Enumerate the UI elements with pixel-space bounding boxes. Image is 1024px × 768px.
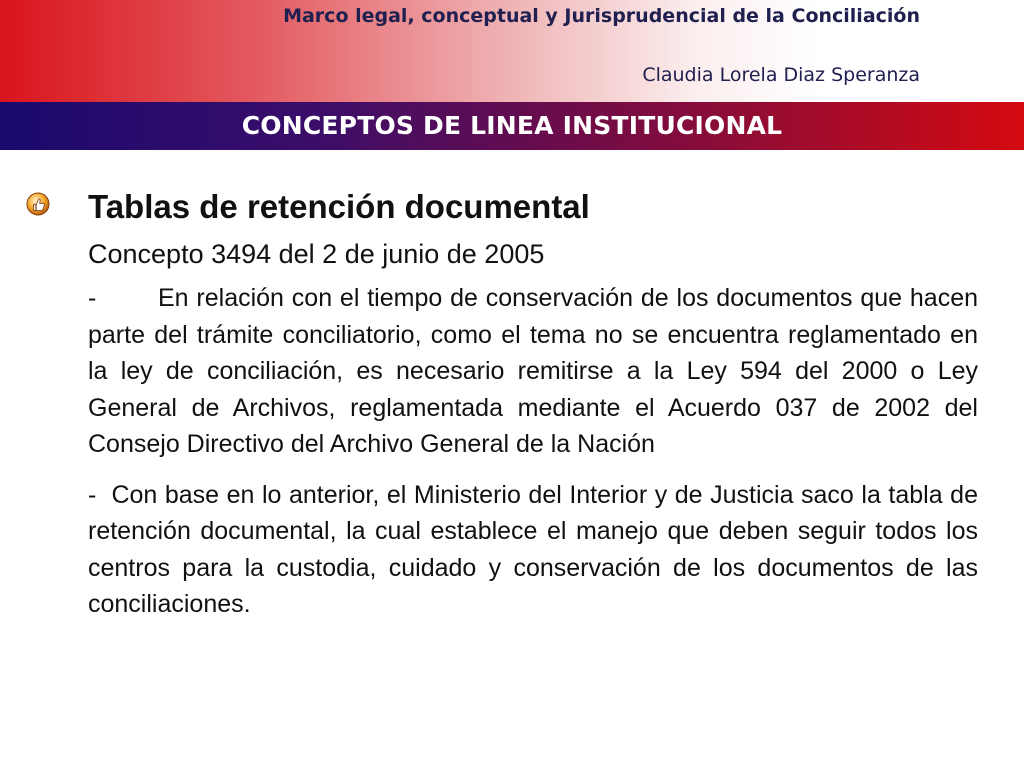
presentation-title: Marco legal, conceptual y Jurisprudencial de la Conciliación bbox=[283, 5, 920, 27]
slide-content bbox=[88, 186, 978, 623]
paragraph-2 bbox=[88, 477, 978, 623]
paragraph-text: En relación con el tiempo de conservación de los documentos que hacen parte del trámite conciliatorio, como el tema no se encuentra reglamentado en la ley de conciliación, es necesario remitirse a la Ley 594 del 2000 o Ley General de Archivos, reglamentada mediante el Acuerdo 037 de 2002 del Consejo Directivo del Archivo General de la Nación bbox=[88, 284, 978, 458]
paragraph-dash: - bbox=[88, 480, 97, 509]
paragraph-dash: - bbox=[88, 284, 97, 312]
paragraph-text: Con base en lo anterior, el Ministerio del Interior y de Justicia saco la tabla de retención documental, la cual establece el manejo que deben seguir todos los centros para la custodia, cuidado y conservación de los documentos de las conciliaciones. bbox=[88, 480, 978, 618]
author-name: Claudia Lorela Diaz Speranza bbox=[642, 64, 920, 86]
slide-heading: Tablas de retención documental bbox=[88, 188, 590, 225]
paragraph-1 bbox=[88, 280, 978, 463]
thumbs-up-icon bbox=[26, 192, 50, 216]
section-title: CONCEPTOS DE LINEA INSTITUCIONAL bbox=[241, 111, 783, 140]
slide-header bbox=[0, 0, 1024, 102]
concept-reference: Concepto 3494 del 2 de junio de 2005 bbox=[88, 239, 545, 269]
section-banner bbox=[0, 102, 1024, 150]
